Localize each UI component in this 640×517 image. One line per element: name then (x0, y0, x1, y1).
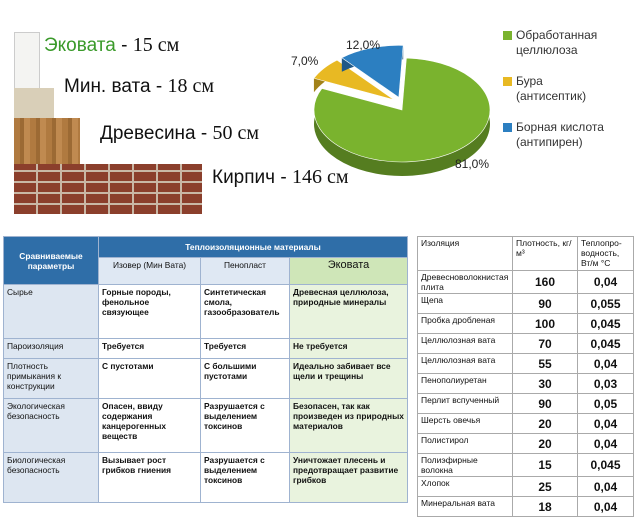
cell: Древесная целлюлоза, природные минералы (290, 285, 408, 339)
table-row (4, 359, 408, 399)
header-density: Плотность, кг/м³ (513, 237, 578, 271)
insulation-name: Целлюлозная вата (418, 334, 513, 354)
density-value: 70 (513, 334, 578, 354)
table-row (418, 434, 634, 454)
cell: Вызывает рост грибков гниения (99, 453, 201, 503)
insulation-name: Полиэфирные волокна (418, 454, 513, 477)
conductivity-value: 0,04 (578, 434, 634, 454)
wood-label: Древесина - 50 см (100, 122, 260, 144)
table-row (418, 477, 634, 497)
conductivity-value: 0,045 (578, 454, 634, 477)
conductivity-value: 0,03 (578, 374, 634, 394)
density-value: 25 (513, 477, 578, 497)
density-value: 18 (513, 497, 578, 517)
insulation-name: Древесноволокнистая плита (418, 271, 513, 294)
cell: Горные породы, фенольное связующее (99, 285, 201, 339)
insulation-name: Шерсть овечья (418, 414, 513, 434)
cell: Опасен, ввиду содержания канцерогенных веществ (99, 399, 201, 453)
conductivity-value: 0,04 (578, 477, 634, 497)
insulation-name: Перлит вспученный (418, 394, 513, 414)
table-row (418, 271, 634, 294)
comparison-table (3, 236, 408, 503)
insulation-name: Минеральная вата (418, 497, 513, 517)
mineral-wool-layer (14, 88, 54, 118)
row-label: Биологическая безопасность (4, 453, 99, 503)
density-value: 100 (513, 314, 578, 334)
conductivity-value: 0,045 (578, 334, 634, 354)
table-row (4, 285, 408, 339)
conductivity-value: 0,05 (578, 394, 634, 414)
table-row (418, 314, 634, 334)
legend-swatch-boric (503, 123, 512, 132)
cell: Разрушается с выделением токсинов (201, 399, 290, 453)
conductivity-value: 0,055 (578, 294, 634, 314)
insulation-name: Хлопок (418, 477, 513, 497)
insulation-name: Полистирол (418, 434, 513, 454)
legend-swatch-borax (503, 77, 512, 86)
cell: Требуется (201, 339, 290, 359)
conductivity-value: 0,04 (578, 271, 634, 294)
pie-label-boric: 12,0% (346, 38, 381, 52)
density-value: 90 (513, 394, 578, 414)
cell: Разрушается с выделением токсинов (201, 453, 290, 503)
density-value: 160 (513, 271, 578, 294)
legend-item-boric: Борная кислота (антипирен) (503, 120, 638, 150)
conductivity-value: 0,04 (578, 354, 634, 374)
legend-item-borax: Бура (антисептик) (503, 74, 638, 104)
row-label: Плотность примыкания к конструкции (4, 359, 99, 399)
legend-item-cellulose: Обработанная целлюлоза (503, 28, 638, 58)
header-materials: Теплоизоляционные материалы (99, 237, 408, 258)
row-label: Пароизоляция (4, 339, 99, 359)
table-row (418, 334, 634, 354)
mineral-wool-label: Мин. вата - 18 см (64, 75, 215, 97)
table-row (418, 497, 634, 517)
insulation-name: Щепа (418, 294, 513, 314)
cell: Требуется (99, 339, 201, 359)
table-row (418, 354, 634, 374)
col-header-ecowool: Эковата (290, 258, 408, 285)
brick-layer (14, 164, 202, 214)
cell: С большими пустотами (201, 359, 290, 399)
brick-label: Кирпич - 146 см (212, 166, 349, 188)
pie-legend (503, 28, 638, 150)
density-value: 30 (513, 374, 578, 394)
insulation-name: Пробка дробленая (418, 314, 513, 334)
header-conductivity: Теплопро-водность, Вт/м °С (578, 237, 634, 271)
cell: С пустотами (99, 359, 201, 399)
ecowool-layer (14, 32, 40, 90)
cell: Идеально забивает все щели и трещины (290, 359, 408, 399)
col-header-izover: Изовер (Мин Вата) (99, 258, 201, 285)
table-row (418, 394, 634, 414)
table-row (4, 453, 408, 503)
wood-layer (14, 118, 80, 164)
cell: Не требуется (290, 339, 408, 359)
table-row (4, 399, 408, 453)
density-value: 55 (513, 354, 578, 374)
table-row (418, 414, 634, 434)
header-params: Сравниваемые параметры (4, 237, 99, 285)
pie-label-cellulose: 81,0% (455, 157, 490, 171)
pie-label-borax: 7,0% (291, 54, 319, 68)
conductivity-value: 0,045 (578, 314, 634, 334)
table-row (418, 294, 634, 314)
insulation-name: Пенополиуретан (418, 374, 513, 394)
header-insulation: Изоляция (418, 237, 513, 271)
insulation-properties-table (417, 236, 634, 517)
density-value: 20 (513, 414, 578, 434)
conductivity-value: 0,04 (578, 497, 634, 517)
density-value: 20 (513, 434, 578, 454)
cell: Синтетическая смола, газообразователь (201, 285, 290, 339)
conductivity-value: 0,04 (578, 414, 634, 434)
row-label: Экологическая безопасность (4, 399, 99, 453)
cell: Уничтожает плесень и предотвращает развитие грибков (290, 453, 408, 503)
table-row (4, 339, 408, 359)
ecowool-label: Эковата - 15 см (44, 34, 180, 56)
density-value: 15 (513, 454, 578, 477)
legend-swatch-cellulose (503, 31, 512, 40)
table-row (418, 454, 634, 477)
col-header-penoplast: Пенопласт (201, 258, 290, 285)
table-row (418, 374, 634, 394)
density-value: 90 (513, 294, 578, 314)
insulation-name: Целлюлозная вата (418, 354, 513, 374)
row-label: Сырье (4, 285, 99, 339)
cell: Безопасен, так как произведен из природных материалов (290, 399, 408, 453)
